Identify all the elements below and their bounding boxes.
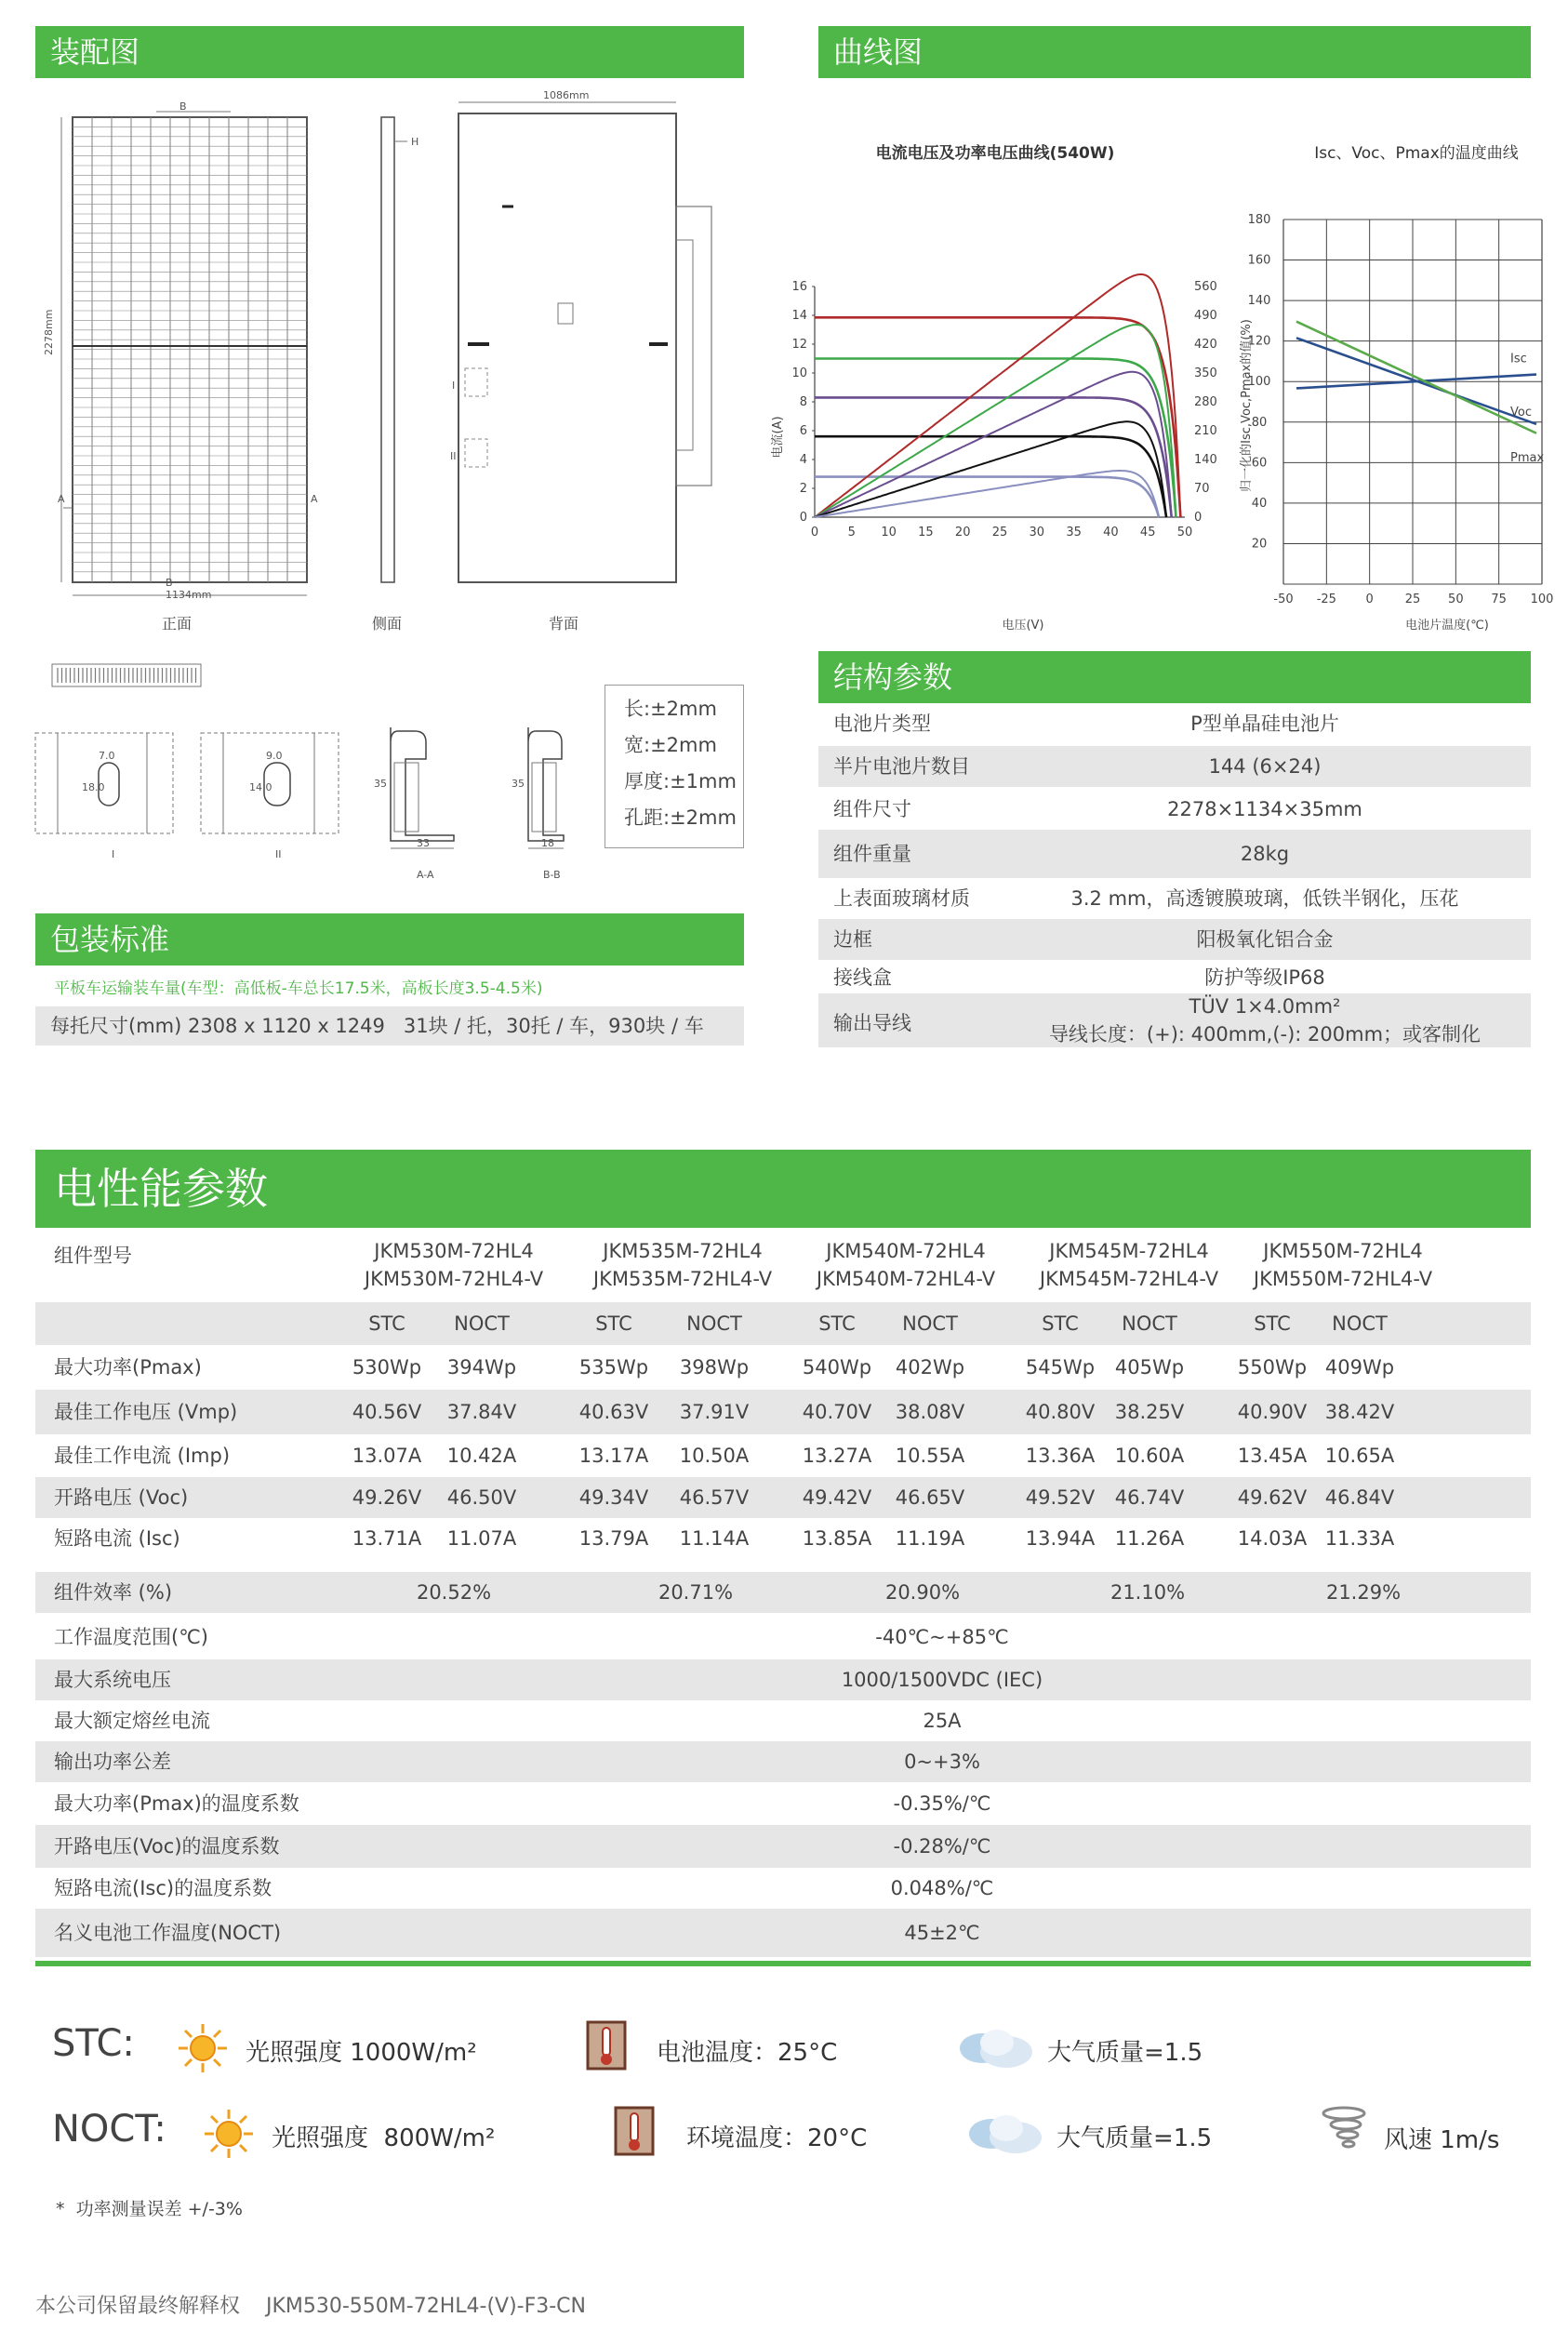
svg-text:B: B <box>179 100 187 113</box>
stc-value: 14.03A <box>1237 1527 1308 1550</box>
tolerance-length: 长:±2mm <box>624 698 717 720</box>
model-cell <box>361 1237 547 1293</box>
packing-note: 平板车运输装车量(车型：高低板-车总长17.5米，高板长度3.5-4.5米) <box>54 979 543 998</box>
x-tick-label: 15 <box>918 526 934 539</box>
detail-label-aa: A-A <box>417 869 434 881</box>
stc-value: 49.26V <box>352 1486 422 1509</box>
spec-value: -0.35%/℃ <box>893 1792 991 1815</box>
stc-value: 13.45A <box>1237 1445 1308 1467</box>
series-label: Pmax <box>1510 451 1545 466</box>
stc-value: 40.63V <box>578 1401 649 1423</box>
tolerance-width: 宽:±2mm <box>624 734 717 756</box>
structure-key: 接线盒 <box>833 966 892 989</box>
packing-line: 每托尺寸(mm) 2308 x 1120 x 1249 31块 / 托，30托 / 车，930块 / 车 <box>35 1006 744 1045</box>
spec-label: 输出功率公差 <box>54 1751 171 1773</box>
structure-value: 阳极氧化铝合金 <box>1196 928 1334 951</box>
noct-air-mass: 大气质量=1.5 <box>1056 2124 1213 2152</box>
iv-chart-xlabel: 电压(V) <box>1002 619 1044 633</box>
tolerance-hole-distance: 孔距:±2mm <box>624 806 737 829</box>
y-tick-label: 180 <box>1247 213 1271 227</box>
spec-row <box>35 1741 1531 1782</box>
temp-chart-ylabel: 归一化的Isc,Voc,Pmax的值(%) <box>1240 319 1254 492</box>
svg-text:II: II <box>450 450 457 462</box>
height-dim-label: 2278mm <box>43 309 55 355</box>
spec-row <box>35 1659 1531 1700</box>
structure-row <box>818 746 1531 787</box>
y-tick-label: 4 <box>799 453 807 467</box>
spec-row <box>35 1700 1531 1741</box>
spec-value: 25A <box>923 1710 962 1732</box>
model-name: JKM530M-72HL4 <box>374 1240 534 1262</box>
aa-width: 33 <box>417 837 430 849</box>
stc-cell-temp: 电池温度：25°C <box>657 2039 838 2067</box>
y-tick-label: 8 <box>799 395 807 409</box>
wind-icon <box>1321 2104 1367 2156</box>
svg-text:A: A <box>58 493 65 505</box>
iv-chart-ylabel: 电流(A) <box>771 416 785 459</box>
structure-row <box>818 993 1531 1047</box>
stc-value: 13.79A <box>578 1527 649 1550</box>
y2-tick-label: 280 <box>1194 395 1217 409</box>
stc-column-header: STC <box>595 1312 632 1335</box>
series-label: Isc <box>1510 352 1527 366</box>
svg-text:H: H <box>411 136 419 148</box>
iv-curve <box>815 477 1159 517</box>
svg-text:I: I <box>452 380 456 392</box>
spec-row <box>35 1909 1531 1957</box>
model-name-v: JKM550M-72HL4-V <box>1253 1268 1433 1290</box>
side-view <box>381 117 419 582</box>
section-header-assembly: 装配图 <box>35 26 744 78</box>
bottom-dim-label: 1134mm <box>166 589 212 601</box>
structure-value-2: 导线长度：(+): 400mm,(-): 200mm；或客制化 <box>1048 1023 1482 1045</box>
hole2-width: 9.0 <box>266 750 283 762</box>
electrical-row-label: 最佳工作电压 (Vmp) <box>54 1401 238 1423</box>
temp-chart-xlabel: 电池片温度(℃) <box>1405 619 1489 633</box>
electrical-row <box>35 1434 1531 1477</box>
noct-value: 11.19A <box>895 1527 965 1550</box>
cloud-icon <box>963 2106 1047 2156</box>
structure-key: 组件尺寸 <box>833 798 911 820</box>
structure-value: 28kg <box>1240 843 1290 865</box>
noct-value: 37.91V <box>679 1401 750 1423</box>
structure-value: 防护等级IP68 <box>1204 966 1325 989</box>
y-tick-label: 6 <box>799 424 807 438</box>
back-view <box>58 102 711 582</box>
stc-value: 13.36A <box>1025 1445 1096 1467</box>
stc-value: 550Wp <box>1237 1356 1308 1378</box>
y-tick-label: 60 <box>1251 456 1268 471</box>
structure-table <box>818 707 1531 1047</box>
stc-noct-header-row <box>35 1302 1531 1345</box>
y2-tick-label: 350 <box>1194 366 1217 380</box>
structure-row <box>818 919 1531 960</box>
stc-column-header: STC <box>1042 1312 1079 1335</box>
noct-column-header: NOCT <box>902 1312 958 1335</box>
detail-label-ii: II <box>275 848 282 860</box>
hole1-height: 18.0 <box>82 781 105 793</box>
y2-tick-label: 210 <box>1194 424 1217 438</box>
electrical-row <box>35 1345 1531 1390</box>
efficiency-value: 21.29% <box>1325 1581 1402 1604</box>
y2-tick-label: 0 <box>1194 511 1203 525</box>
efficiency-row <box>35 1572 1531 1613</box>
noct-column-header: NOCT <box>1332 1312 1388 1335</box>
section-header-electrical: 电性能参数 <box>35 1150 1531 1228</box>
noct-value: 37.84V <box>446 1401 517 1423</box>
cell-temperature-icon <box>582 2018 631 2072</box>
svg-text:B: B <box>166 577 173 589</box>
y2-tick-label: 490 <box>1194 309 1217 323</box>
hole2-height: 14.0 <box>249 781 272 793</box>
noct-value: 405Wp <box>1114 1356 1185 1378</box>
x-tick-label: 10 <box>881 526 897 539</box>
noct-value: 402Wp <box>895 1356 965 1378</box>
electrical-row-label: 最大功率(Pmax) <box>54 1356 202 1378</box>
stc-value: 530Wp <box>352 1356 422 1378</box>
assembly-drawing-svg <box>35 89 751 642</box>
sun-icon <box>203 2108 255 2160</box>
y-tick-label: 20 <box>1251 537 1268 552</box>
electrical-row-label: 开路电压 (Voc) <box>54 1486 189 1509</box>
stc-column-header: STC <box>1254 1312 1291 1335</box>
noct-value: 409Wp <box>1324 1356 1395 1378</box>
model-name-v: JKM530M-72HL4-V <box>364 1268 544 1290</box>
x-tick-label: 100 <box>1530 593 1554 606</box>
noct-value: 38.42V <box>1324 1401 1395 1423</box>
structure-row <box>818 709 1531 744</box>
noct-label: NOCT: <box>52 2108 166 2151</box>
noct-column-header: NOCT <box>454 1312 510 1335</box>
stc-value: 540Wp <box>802 1356 872 1378</box>
aa-height: 35 <box>374 778 387 790</box>
y-tick-label: 0 <box>799 511 807 525</box>
y-tick-label: 16 <box>791 280 807 294</box>
detail-label-bb: B-B <box>543 869 561 881</box>
stc-value: 13.85A <box>802 1527 872 1550</box>
efficiency-value: 20.52% <box>416 1581 492 1604</box>
temp-chart-title: Isc、Voc、Pmax的温度曲线 <box>1314 144 1519 163</box>
noct-value: 10.50A <box>679 1445 750 1467</box>
spec-row <box>35 1825 1531 1868</box>
sun-icon <box>177 2022 229 2074</box>
stc-value: 40.70V <box>802 1401 872 1423</box>
model-cell <box>1250 1237 1436 1293</box>
x-tick-label: 45 <box>1139 526 1156 539</box>
view-label-back: 背面 <box>548 615 578 633</box>
spec-value: 0~+3% <box>904 1751 980 1773</box>
noct-value: 46.74V <box>1114 1486 1185 1509</box>
stc-value: 535Wp <box>578 1356 649 1378</box>
noct-value: 11.26A <box>1114 1527 1185 1550</box>
noct-value: 38.08V <box>895 1401 965 1423</box>
spec-label: 最大额定熔丝电流 <box>54 1710 210 1732</box>
spec-label: 最大功率(Pmax)的温度系数 <box>54 1792 299 1815</box>
spec-row <box>35 1868 1531 1909</box>
model-name: JKM545M-72HL4 <box>1049 1240 1209 1262</box>
structure-row <box>818 880 1531 917</box>
stc-value: 13.71A <box>352 1527 422 1550</box>
y-tick-label: 14 <box>791 309 807 323</box>
width-dim-label: 1086mm <box>543 89 590 101</box>
table-bottom-rule <box>35 1961 1531 1966</box>
noct-column-header: NOCT <box>686 1312 742 1335</box>
y2-tick-label: 560 <box>1194 280 1217 294</box>
x-tick-label: 30 <box>1029 526 1045 539</box>
structure-value: 2278×1134×35mm <box>1167 798 1362 820</box>
electrical-row <box>35 1518 1531 1559</box>
spec-label: 短路电流(Isc)的温度系数 <box>54 1877 272 1899</box>
structure-value: TÜV 1×4.0mm² <box>1189 995 1341 1018</box>
section-header-structure: 结构参数 <box>818 651 1531 703</box>
stc-value: 13.94A <box>1025 1527 1096 1550</box>
noct-wind-speed: 风速 1m/s <box>1384 2126 1500 2154</box>
tolerance-box <box>605 685 744 848</box>
noct-value: 394Wp <box>446 1356 517 1378</box>
structure-key: 半片电池片数目 <box>833 755 970 778</box>
y2-tick-label: 140 <box>1194 453 1217 467</box>
spec-row <box>35 1615 1531 1659</box>
noct-value: 11.14A <box>679 1527 750 1550</box>
iv-chart <box>763 270 1217 642</box>
x-tick-label: 75 <box>1491 593 1507 606</box>
efficiency-value: 20.71% <box>658 1581 734 1604</box>
view-label-front: 正面 <box>161 615 192 633</box>
spec-row <box>35 1782 1531 1825</box>
barcode-label <box>52 664 201 686</box>
pv-curve <box>815 372 1172 517</box>
x-tick-label: 35 <box>1066 526 1082 539</box>
x-tick-label: -50 <box>1273 593 1294 606</box>
model-name-v: JKM540M-72HL4-V <box>816 1268 996 1290</box>
bb-width: 18 <box>541 837 554 849</box>
spec-value: 1000/1500VDC (IEC) <box>841 1669 1043 1691</box>
stc-value: 49.52V <box>1025 1486 1096 1509</box>
cloud-icon <box>954 2020 1038 2071</box>
stc-value: 49.42V <box>802 1486 872 1509</box>
noct-column-header: NOCT <box>1122 1312 1177 1335</box>
x-tick-label: 40 <box>1103 526 1119 539</box>
noct-value: 38.25V <box>1114 1401 1185 1423</box>
assembly-drawings <box>35 89 751 642</box>
x-tick-label: 0 <box>810 526 819 539</box>
x-tick-label: 25 <box>1404 593 1421 606</box>
spec-label: 工作温度范围(℃) <box>54 1626 208 1648</box>
y-tick-label: 140 <box>1247 294 1271 309</box>
structure-value: P型单晶硅电池片 <box>1190 713 1339 735</box>
y-tick-label: 40 <box>1251 496 1268 511</box>
noct-value: 46.84V <box>1324 1486 1395 1509</box>
efficiency-label: 组件效率 (%) <box>54 1581 173 1604</box>
hole1-width: 7.0 <box>99 750 115 762</box>
section-header-packing: 包装标准 <box>35 913 744 966</box>
model-name: JKM550M-72HL4 <box>1263 1240 1423 1262</box>
stc-label: STC: <box>52 2022 135 2065</box>
stc-column-header: STC <box>818 1312 856 1335</box>
pv-curve <box>815 274 1180 517</box>
stc-value: 40.90V <box>1237 1401 1308 1423</box>
y-tick-label: 10 <box>791 366 807 380</box>
spec-value: -40℃~+85℃ <box>875 1626 1009 1648</box>
noct-value: 46.50V <box>446 1486 517 1509</box>
x-tick-label: 50 <box>1176 526 1193 539</box>
stc-value: 13.07A <box>352 1445 422 1467</box>
iv-chart-title: 电流电压及功率电压曲线(540W) <box>875 144 1115 163</box>
model-name-v: JKM535M-72HL4-V <box>592 1268 773 1290</box>
x-tick-label: 0 <box>1365 593 1374 606</box>
spec-label: 最大系统电压 <box>54 1669 171 1691</box>
electrical-row-label: 最佳工作电流 (Imp) <box>54 1445 231 1467</box>
stc-air-mass: 大气质量=1.5 <box>1047 2039 1203 2067</box>
stc-value: 49.34V <box>578 1486 649 1509</box>
efficiency-value: 20.90% <box>884 1581 961 1604</box>
model-label: 组件型号 <box>54 1245 132 1267</box>
footnote: * 功率测量误差 +/-3% <box>56 2199 243 2219</box>
spec-label: 开路电压(Voc)的温度系数 <box>54 1835 280 1858</box>
stc-column-header: STC <box>368 1312 405 1335</box>
electrical-row-label: 短路电流 (Isc) <box>54 1527 180 1550</box>
x-tick-label: 25 <box>991 526 1008 539</box>
structure-key: 电池片类型 <box>833 713 931 735</box>
y-tick-label: 160 <box>1247 253 1271 268</box>
model-name: JKM540M-72HL4 <box>826 1240 986 1262</box>
iv-curve <box>815 317 1180 517</box>
y-tick-label: 120 <box>1247 334 1271 349</box>
stc-value: 40.56V <box>352 1401 422 1423</box>
noct-value: 10.60A <box>1114 1445 1185 1467</box>
noct-ambient-temp: 环境温度：20°C <box>686 2124 868 2152</box>
stc-value: 545Wp <box>1025 1356 1096 1378</box>
bb-height: 35 <box>512 778 525 790</box>
footer-text: 本公司保留最终解释权 JKM530-550M-72HL4-(V)-F3-CN <box>35 2295 587 2318</box>
y-tick-label: 100 <box>1247 375 1271 390</box>
noct-value: 46.65V <box>895 1486 965 1509</box>
stc-value: 13.27A <box>802 1445 872 1467</box>
y-tick-label: 2 <box>799 482 807 496</box>
front-view <box>61 112 307 595</box>
detail-label-i: I <box>112 848 115 860</box>
x-tick-label: 50 <box>1448 593 1464 606</box>
structure-key: 组件重量 <box>833 843 911 865</box>
model-name: JKM535M-72HL4 <box>603 1240 763 1262</box>
structure-value: 144 (6×24) <box>1208 755 1322 778</box>
structure-key: 上表面玻璃材质 <box>833 887 970 910</box>
efficiency-value: 21.10% <box>1110 1581 1186 1604</box>
spec-value: 45±2℃ <box>904 1922 980 1944</box>
electrical-row <box>35 1390 1531 1434</box>
y2-tick-label: 420 <box>1194 338 1217 352</box>
noct-value: 46.57V <box>679 1486 750 1509</box>
tolerance-thickness: 厚度:±1mm <box>624 770 737 792</box>
ambient-temperature-icon <box>610 2104 658 2158</box>
series-label: Voc <box>1510 406 1532 420</box>
y2-tick-label: 70 <box>1194 482 1210 496</box>
stc-value: 40.80V <box>1025 1401 1096 1423</box>
electrical-row <box>35 1477 1531 1518</box>
stc-value: 49.62V <box>1237 1486 1308 1509</box>
noct-value: 10.65A <box>1324 1445 1395 1467</box>
structure-row <box>818 791 1531 828</box>
noct-value: 11.33A <box>1324 1527 1395 1550</box>
temp-series-line <box>1296 338 1536 424</box>
svg-text:A: A <box>311 493 318 505</box>
structure-row <box>818 962 1531 993</box>
temp-chart <box>1237 210 1562 647</box>
model-cell <box>813 1237 999 1293</box>
y-tick-label: 12 <box>791 338 807 352</box>
x-tick-label: -25 <box>1316 593 1336 606</box>
stc-irradiance: 光照强度 1000W/m² <box>246 2039 477 2067</box>
view-label-side: 侧面 <box>371 615 402 633</box>
x-tick-label: 5 <box>847 526 856 539</box>
y-tick-label: 80 <box>1251 415 1268 430</box>
noct-value: 11.07A <box>446 1527 517 1550</box>
section-header-curves: 曲线图 <box>818 26 1531 78</box>
x-tick-label: 20 <box>954 526 971 539</box>
spec-label: 名义电池工作温度(NOCT) <box>54 1922 282 1944</box>
noct-value: 10.55A <box>895 1445 965 1467</box>
noct-value: 398Wp <box>679 1356 750 1378</box>
noct-irradiance: 光照强度 800W/m² <box>272 2124 496 2152</box>
stc-value: 13.17A <box>578 1445 649 1467</box>
spec-value: -0.28%/℃ <box>893 1835 991 1858</box>
structure-key: 边框 <box>833 928 872 951</box>
model-row <box>35 1237 1531 1289</box>
model-name-v: JKM545M-72HL4-V <box>1039 1268 1219 1290</box>
structure-row <box>818 830 1531 878</box>
noct-value: 10.42A <box>446 1445 517 1467</box>
structure-key: 输出导线 <box>833 1012 911 1034</box>
spec-value: 0.048%/℃ <box>890 1877 994 1899</box>
model-cell <box>590 1237 776 1293</box>
model-cell <box>1036 1237 1222 1293</box>
structure-value: 3.2 mm，高透镀膜玻璃，低铁半钢化，压花 <box>1070 887 1459 910</box>
